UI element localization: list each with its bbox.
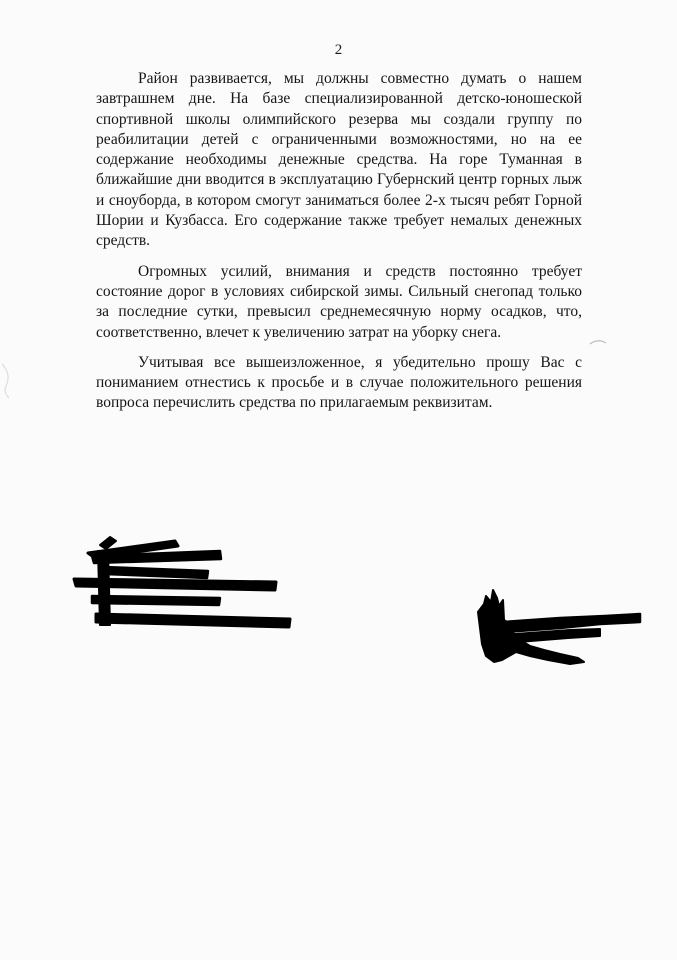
paragraph-request: Учитывая все вышеизложенное, я убедительно прошу Вас с пониманием отнестись к просьбе и в случае положительного решения вопроса перечислить средства по прилагаемым реквизитам. [96, 353, 582, 412]
paragraph-winter-roads: Огромных усилий, внимания и средств постоянно требует состояние дорог в условиях сибирской зимы. Сильный снегопад только за последние сутки, превысил среднемесячную норму осадков, что, соответственно, влечет к увеличению затрат на уборку снега. [96, 262, 582, 341]
paragraph-district-development: Район развивается, мы должны совместно думать о нашем завтрашнем дне. На базе специализированной детско-юношеской спортивной школы олимпийского резерва мы создали группу по реабилитации детей с ограниченными возможностями, но на ее содержание необходимы денежные средства. На горе Туманная в ближайшие дни вводится в эксплуатацию Губернский центр горных лыж и сноуборда, в котором смогут заниматься более 2-х тысяч ребят Горной Шории и Кузбасса. Его содержание также требует немалых денежных средств. [96, 70, 582, 250]
page-number: 2 [334, 42, 343, 58]
letter-body [96, 69, 582, 414]
scan-edge-mark [0, 360, 14, 400]
